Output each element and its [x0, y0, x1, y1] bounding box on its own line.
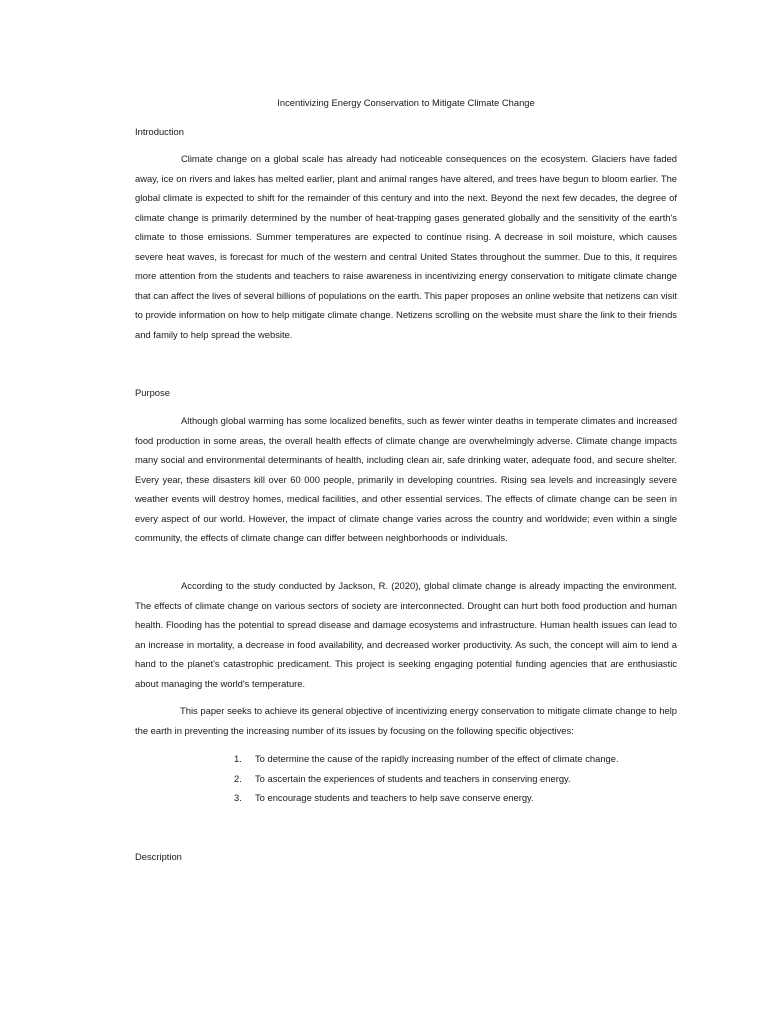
list-item-number: 3.	[234, 792, 242, 804]
list-item-text: To determine the cause of the rapidly increasing number of the effect of climate change.	[255, 753, 619, 764]
purpose-paragraph-2: According to the study conducted by Jackson, R. (2020), global climate change is already impacting the environment. The effects of climate change on various sectors of society are interconnected. Drought can hurt both food production and human health. Flooding has the potential to spread disease and damage ecosystems and infrastructure. Human health issues can lead to an increase in mortality, a decrease in food availability, and decreased worker productivity. As such, the concept will aim to lend a hand to the planet's catastrophic predicament. This project is seeking engaging potential funding agencies that are enthusiastic about managing the world's temperature.	[135, 580, 677, 689]
purpose-paragraph-1: Although global warming has some localized benefits, such as fewer winter deaths in temperate climates and increased food production in some areas, the overall health effects of climate change are overwhelmingly adverse. Climate change impacts many social and environmental determinants of health, including clean air, safe drinking water, adequate food, and secure shelter. Every year, these disasters kill over 60 000 people, primarily in developing countries. Rising sea levels and increasingly severe weather events will destroy homes, medical facilities, and other essential services. The effects of climate change can be seen in every aspect of our world. However, the impact of climate change varies across the country and worldwide; even within a single community, the effects of climate change can differ between neighborhoods or individuals.	[135, 415, 677, 543]
list-item-text: To ascertain the experiences of students and teachers in conserving energy.	[255, 772, 571, 784]
list-item	[234, 773, 619, 793]
heading-purpose: Purpose	[135, 387, 170, 398]
document-title: Incentivizing Energy Conservation to Mitigate Climate Change	[277, 97, 535, 108]
list-item-number: 1.	[234, 753, 242, 764]
list-item-number: 2.	[234, 772, 242, 784]
list-item	[234, 792, 619, 812]
introduction-paragraph: Climate change on a global scale has already had noticeable consequences on the ecosystem. Glaciers have faded away, ice on rivers and lakes has melted earlier, plant and animal ranges have altered, and trees have begun to bloom earlier. The global climate is expected to shift for the remainder of this century and into the next. Beyond the next few decades, the degree of climate change is primarily determined by the number of heat-trapping gases generated globally and the sensitivity of the earth's climate to those emissions. Summer temperatures are expected to continue rising. A decrease in soil moisture, which causes severe heat waves, is forecast for much of the western and central United States throughout the summer. Due to this, it requires more attention from the students and teachers to raise awareness in incentivizing energy conservation to mitigate climate change that can affect the lives of several billions of populations on the earth. This paper proposes an online website that netizens can visit to provide information on how to help mitigate climate change. Netizens scrolling on the website must share the link to their friends and family to help spread the website.	[135, 153, 677, 340]
list-item-text: To encourage students and teachers to help save conserve energy.	[255, 792, 534, 804]
heading-description: Description	[135, 851, 182, 862]
list-item	[234, 753, 619, 773]
objectives-list	[234, 753, 619, 812]
purpose-paragraph-3: This paper seeks to achieve its general objective of incentivizing energy conservation to mitigate climate change to help the earth in preventing the increasing number of its issues by focusing on the following specific objectives:	[135, 705, 677, 736]
heading-introduction: Introduction	[135, 126, 184, 137]
